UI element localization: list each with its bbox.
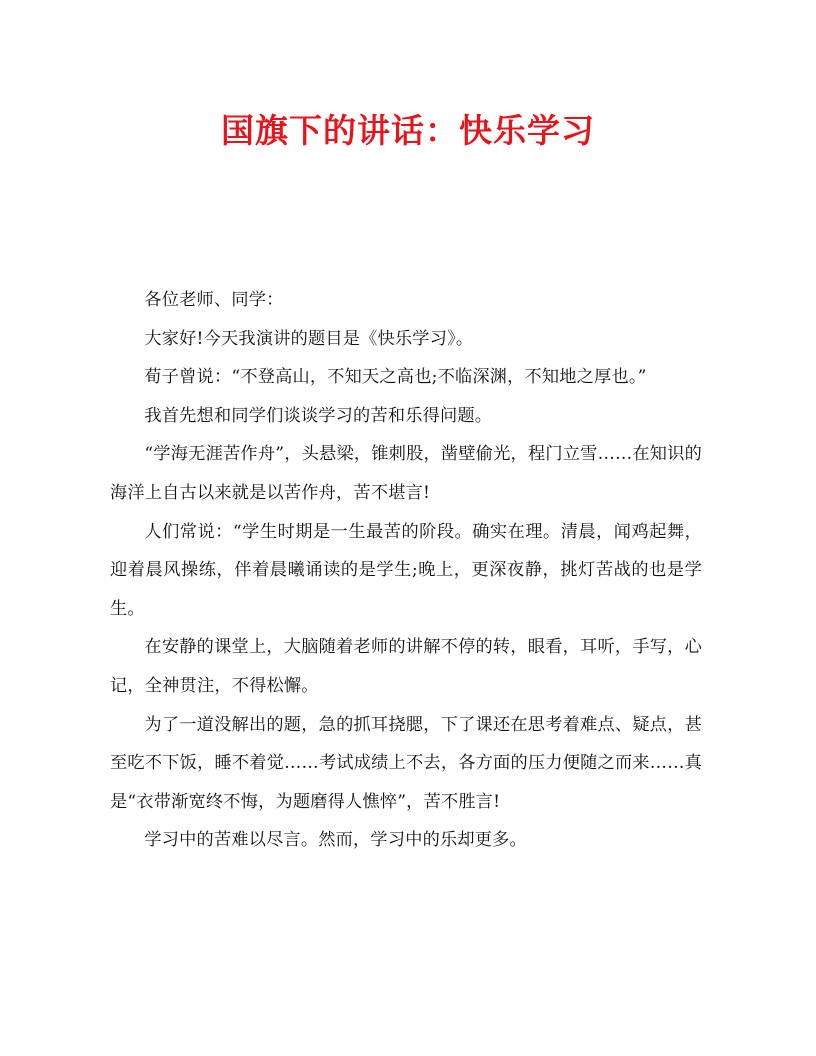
- paragraph-greeting: 各位老师、同学：: [144, 290, 284, 310]
- document-title: 国旗下的讲话：快乐学习: [221, 111, 595, 150]
- paragraph-topic: 我首先想和同学们谈谈学习的苦和乐得问题。: [144, 405, 493, 426]
- paragraph-hardship-history: “学海无涯苦作舟”，头悬梁，锥刺股，凿壁偷光，程门立雪……在知识的海洋上自古以来就是以苦作舟，苦不堪言!: [110, 444, 702, 503]
- paragraph-problem-solving: 为了一道没解出的题，急的抓耳挠腮，下了课还在思考着难点、疑点，甚至吃不下饭，睡不着觉……考试成绩上不去，各方面的压力便随之而来……真是“衣带渐宽终不悔，为题磨得人憔悴”，苦不胜言!: [110, 714, 702, 812]
- paragraph-classroom: 在安静的课堂上，大脑随着老师的讲解不停的转，眼看，耳听，手写，心记，全神贯注，不得松懈。: [110, 637, 702, 696]
- paragraph-quote-xunzi: 荀子曾说：“不登高山，不知天之高也;不临深渊，不知地之厚也。”: [144, 367, 647, 388]
- paragraph-conclusion: 学习中的苦难以尽言。然而，学习中的乐却更多。: [144, 830, 527, 851]
- document-body: [110, 281, 702, 860]
- paragraph-intro: 大家好!今天我演讲的题目是《快乐学习》。: [144, 328, 474, 349]
- paragraph-student-life: 人们常说：“学生时期是一生最苦的阶段。确实在理。清晨，闻鸡起舞，迎着晨风操练，伴着晨曦诵读的是学生;晚上，更深夜静，挑灯苦战的也是学生。: [110, 521, 702, 619]
